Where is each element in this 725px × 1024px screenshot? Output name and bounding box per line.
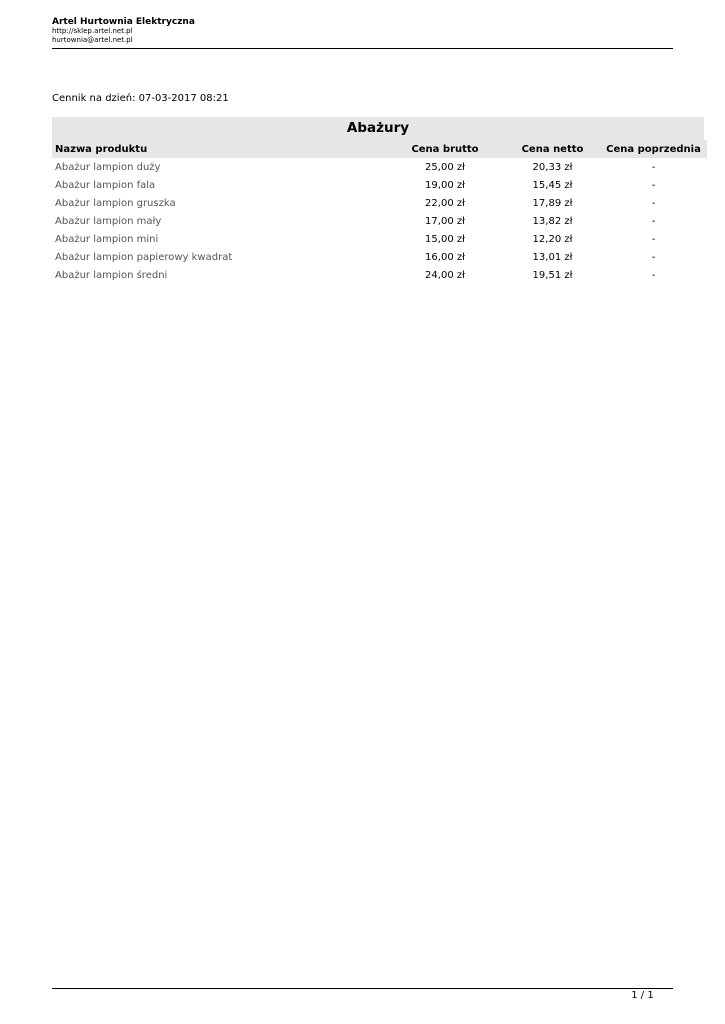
price-brutto: 15,00 zł — [425, 233, 465, 245]
price-brutto: 25,00 zł — [425, 161, 465, 173]
price-netto: 13,01 zł — [532, 251, 573, 263]
price-netto: 12,20 zł — [532, 233, 573, 245]
column-header-netto: Cena netto — [521, 143, 584, 155]
table-row — [52, 212, 707, 230]
price-previous: - — [651, 179, 656, 191]
company-url[interactable]: http://sklep.artel.net.pl — [52, 27, 133, 35]
price-list-date: Cennik na dzień: 07-03-2017 08:21 — [52, 93, 229, 104]
table-header-row — [52, 140, 707, 158]
price-table-section — [52, 117, 704, 284]
price-netto: 15,45 zł — [532, 179, 573, 191]
price-table — [52, 140, 707, 284]
price-previous: - — [651, 215, 656, 227]
category-title: Abażury — [52, 117, 704, 140]
price-brutto: 24,00 zł — [425, 269, 465, 281]
product-name: Abażur lampion gruszka — [55, 197, 176, 209]
company-name: Artel Hurtownia Elektryczna — [52, 17, 195, 27]
product-name: Abażur lampion średni — [55, 269, 168, 281]
price-previous: - — [651, 197, 656, 209]
price-brutto: 22,00 zł — [425, 197, 465, 209]
header-divider — [52, 48, 673, 49]
footer-divider — [52, 988, 673, 989]
price-previous: - — [651, 269, 656, 281]
product-name: Abażur lampion papierowy kwadrat — [55, 251, 233, 263]
table-row — [52, 266, 707, 284]
price-netto: 17,89 zł — [532, 197, 573, 209]
column-header-name: Nazwa produktu — [55, 143, 148, 155]
column-header-brutto: Cena brutto — [411, 143, 479, 155]
price-netto: 19,51 zł — [532, 269, 573, 281]
price-netto: 20,33 zł — [532, 161, 573, 173]
price-netto: 13,82 zł — [532, 215, 573, 227]
product-name: Abażur lampion mały — [55, 215, 162, 227]
price-brutto: 19,00 zł — [425, 179, 465, 191]
price-brutto: 16,00 zł — [425, 251, 465, 263]
product-name: Abażur lampion fala — [55, 179, 156, 191]
table-row — [52, 248, 707, 266]
page-number: 1 / 1 — [631, 990, 654, 1001]
product-name: Abażur lampion mini — [55, 233, 159, 245]
price-previous: - — [651, 251, 656, 263]
table-row — [52, 194, 707, 212]
product-name: Abażur lampion duży — [55, 161, 161, 173]
table-row — [52, 176, 707, 194]
table-row — [52, 230, 707, 248]
table-row — [52, 158, 707, 176]
document-header — [52, 17, 672, 45]
price-previous: - — [651, 233, 656, 245]
company-email[interactable]: hurtownia@artel.net.pl — [52, 36, 133, 44]
price-brutto: 17,00 zł — [425, 215, 465, 227]
column-header-previous: Cena poprzednia — [606, 143, 701, 155]
price-previous: - — [651, 161, 656, 173]
